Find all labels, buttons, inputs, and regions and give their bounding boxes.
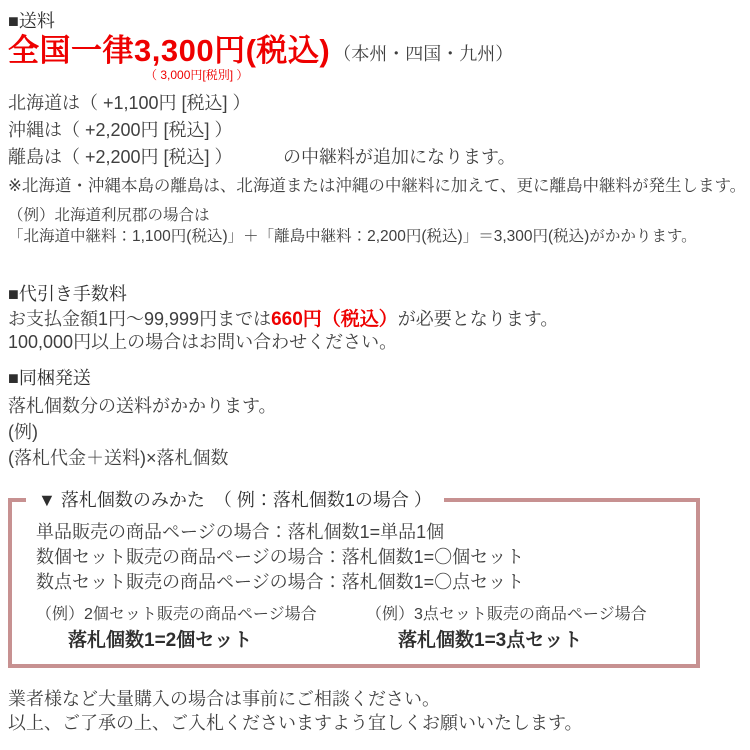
bundle-heading: ■同梱発送	[8, 368, 91, 388]
footer-line2: 以上、ご了承の上、ご入札くださいますよう宜しくお願いいたします。	[8, 713, 583, 733]
cod-fee-line2: 100,000円以上の場合はお問い合わせください。	[8, 332, 398, 352]
shipping-regions-covered: （本州・四国・九州）	[333, 44, 514, 64]
footer-line1: 業者様など大量購入の場合は事前にご相談ください。	[8, 689, 440, 709]
shipping-price-nationwide: 全国一律3,300円(税込)	[8, 33, 331, 68]
cod-fee-section	[8, 283, 558, 354]
cod-fee-lines	[8, 308, 558, 354]
bid-quantity-rules	[36, 520, 696, 595]
bundle-line3: (落札代金＋送料)×落札個数	[8, 448, 229, 468]
cod-fee-heading: ■代引き手数料	[8, 284, 127, 304]
bundle-lines	[8, 393, 277, 471]
shipping-headline	[8, 34, 746, 68]
surcharge-row-okinawa: 沖縄は（ +2,200円 [税込] ）	[8, 120, 233, 140]
bid-quantity-rule-item-set: 数点セット販売の商品ページの場合：落札個数1=〇点セット	[36, 572, 525, 592]
bid-quantity-guide-legend: ▼ 落札個数のみかた （ 例：落札個数1の場合 ）	[26, 489, 444, 511]
footer-notes	[8, 687, 583, 735]
cod-fee-amount: 660円（税込）	[271, 309, 398, 330]
example-1-value: 落札個数1=2個セット	[68, 630, 253, 651]
example-2-label: （例）3点セット販売の商品ページ場合	[366, 606, 647, 623]
bundle-shipping-section	[8, 367, 277, 471]
remote-example-intro: （例）北海道利尻郡の場合は	[8, 207, 210, 224]
remote-island-example	[8, 205, 746, 247]
bid-quantity-rule-single: 単品販売の商品ページの場合：落札個数1=単品1個	[36, 522, 445, 542]
example-1-label: （例）2個セット販売の商品ページ場合	[36, 606, 317, 623]
bundle-line2: (例)	[8, 422, 38, 442]
bid-quantity-guide-box	[8, 490, 700, 668]
cod-fee-line1: お支払金額1円～99,999円までは660円（税込）が必要となります。	[8, 309, 559, 330]
remote-island-note: ※北海道・沖縄本島の離島は、北海道または沖縄の中継料に加えて、更に離島中継料が発生します。	[8, 177, 747, 195]
shipping-section	[8, 10, 746, 247]
surcharge-row-remote-islands: 離島は（ +2,200円 [税込] ） の中継料が追加になります。	[8, 147, 516, 167]
shipping-price-pretax-note: （ 3,000円[税別] ）	[145, 68, 249, 82]
bid-quantity-rule-piece-set: 数個セット販売の商品ページの場合：落札個数1=〇個セット	[36, 547, 525, 567]
bid-quantity-examples	[36, 605, 696, 653]
shipping-heading: ■送料	[8, 11, 55, 31]
surcharge-row-hokkaido: 北海道は（ +1,100円 [税込] ）	[8, 93, 251, 113]
remote-example-detail: 「北海道中継料：1,100円(税込)」＋「離島中継料：2,200円(税込)」＝3,300円(税込)がかかります。	[8, 228, 697, 245]
bid-quantity-example-1	[36, 605, 366, 653]
bundle-line1: 落札個数分の送料がかかります。	[8, 396, 277, 416]
surcharge-suffix-text: の中継料が追加になります。	[283, 147, 516, 167]
regional-surcharge-list	[8, 90, 746, 171]
example-2-value: 落札個数1=3点セット	[398, 630, 583, 651]
bid-quantity-example-2	[366, 605, 696, 653]
